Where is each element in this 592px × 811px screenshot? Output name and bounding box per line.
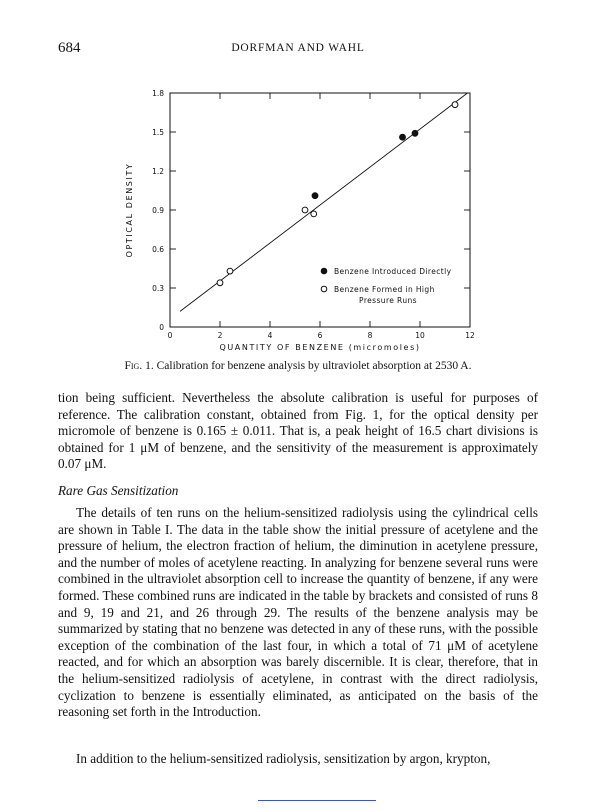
paragraph-3: In addition to the helium-sensitized radiolysis, sensitization by argon, krypton,: [76, 751, 491, 766]
data-point-formed: [302, 207, 308, 213]
legend-label-formed-line1: Benzene Formed in High: [334, 285, 435, 294]
figure-caption: [58, 360, 538, 372]
y-axis-label: OPTICAL DENSITY: [125, 162, 134, 258]
y-tick-label: 0.3: [152, 284, 164, 293]
y-tick-label: 1.5: [152, 128, 164, 137]
y-tick-label: 1.2: [152, 167, 164, 176]
data-point-formed: [227, 268, 233, 274]
caption-label: Fig. 1.: [124, 360, 154, 372]
calibration-fit-line: [180, 93, 468, 311]
figure-1: [110, 85, 490, 365]
paragraph-1: tion being sufficient. Nevertheless the absolute calibration is useful for purposes of reference. The calibration constant, obtained from Fig. 1, for the optical density per micromole of benzene is 0.165 ± 0.011. That is, a peak height of 16.5 chart divisions is obtained for 1 μM of benzene, and the sensitivity of the measurement is approximately 0.07 μM.: [58, 390, 538, 472]
page-header: [58, 40, 538, 64]
data-point-direct: [400, 134, 406, 140]
x-tick-label: 8: [367, 331, 373, 340]
x-tick-label: 4: [267, 331, 273, 340]
running-title: DORFMAN AND WAHL: [231, 42, 365, 54]
legend-marker-filled: [321, 268, 327, 274]
x-tick-label: 12: [465, 331, 475, 340]
x-tick-label: 0: [167, 331, 173, 340]
calibration-chart: [110, 85, 490, 365]
data-point-direct: [412, 130, 418, 136]
data-point-formed: [217, 280, 223, 286]
x-tick-label: 10: [415, 331, 425, 340]
x-tick-label: 2: [217, 331, 223, 340]
data-point-formed: [452, 102, 458, 108]
legend-label-direct: Benzene Introduced Directly: [334, 267, 452, 276]
y-tick-label: 1.8: [152, 89, 164, 98]
section-heading: Rare Gas Sensitization: [58, 483, 179, 498]
page-number: 684: [58, 40, 81, 56]
legend-label-formed-line2: Pressure Runs: [359, 296, 417, 305]
footer-link-line[interactable]: [258, 800, 376, 801]
paragraph-2: The details of ten runs on the helium-sensitized radiolysis using the cylindrical cells are shown in Table I. The data in the table show the initial pressure of acetylene and the pressure of helium, the electron fraction of helium, the diminution in acetylene pressure, and the number of moles of acetylene reacting. In analyzing for benzene several runs were combined in the ultraviolet absorption cell to increase the quantity of benzene, if any were formed. These combined runs are indicated in the table by brackets and consisted of runs 8 and 9, 19 and 21, and 26 through 29. The results of the benzene analysis may be summarized by stating that no benzene was detected in any of these runs, with the possible exception of the combination of the last four, in which a total of 71 μM of acetylene reacted, and for which an absorption was barely discernible. It is clear, therefore, that in the helium-sensitized radiolysis of acetylene, in contrast with the direct radiolysis, cyclization to benzene is essentially eliminated, as anticipated on the basis of the reasoning set forth in the Introduction.: [58, 505, 538, 720]
data-point-formed: [311, 211, 317, 217]
x-axis-label: QUANTITY OF BENZENE (micromoles): [219, 343, 421, 352]
y-tick-label: 0.6: [152, 245, 164, 254]
data-point-direct: [312, 193, 318, 199]
y-tick-label: 0.9: [152, 206, 164, 215]
y-tick-label: 0: [159, 323, 164, 332]
caption-text: Calibration for benzene analysis by ultraviolet absorption at 2530 A.: [156, 360, 472, 372]
legend-marker-open: [321, 286, 327, 292]
x-tick-label: 6: [317, 331, 323, 340]
